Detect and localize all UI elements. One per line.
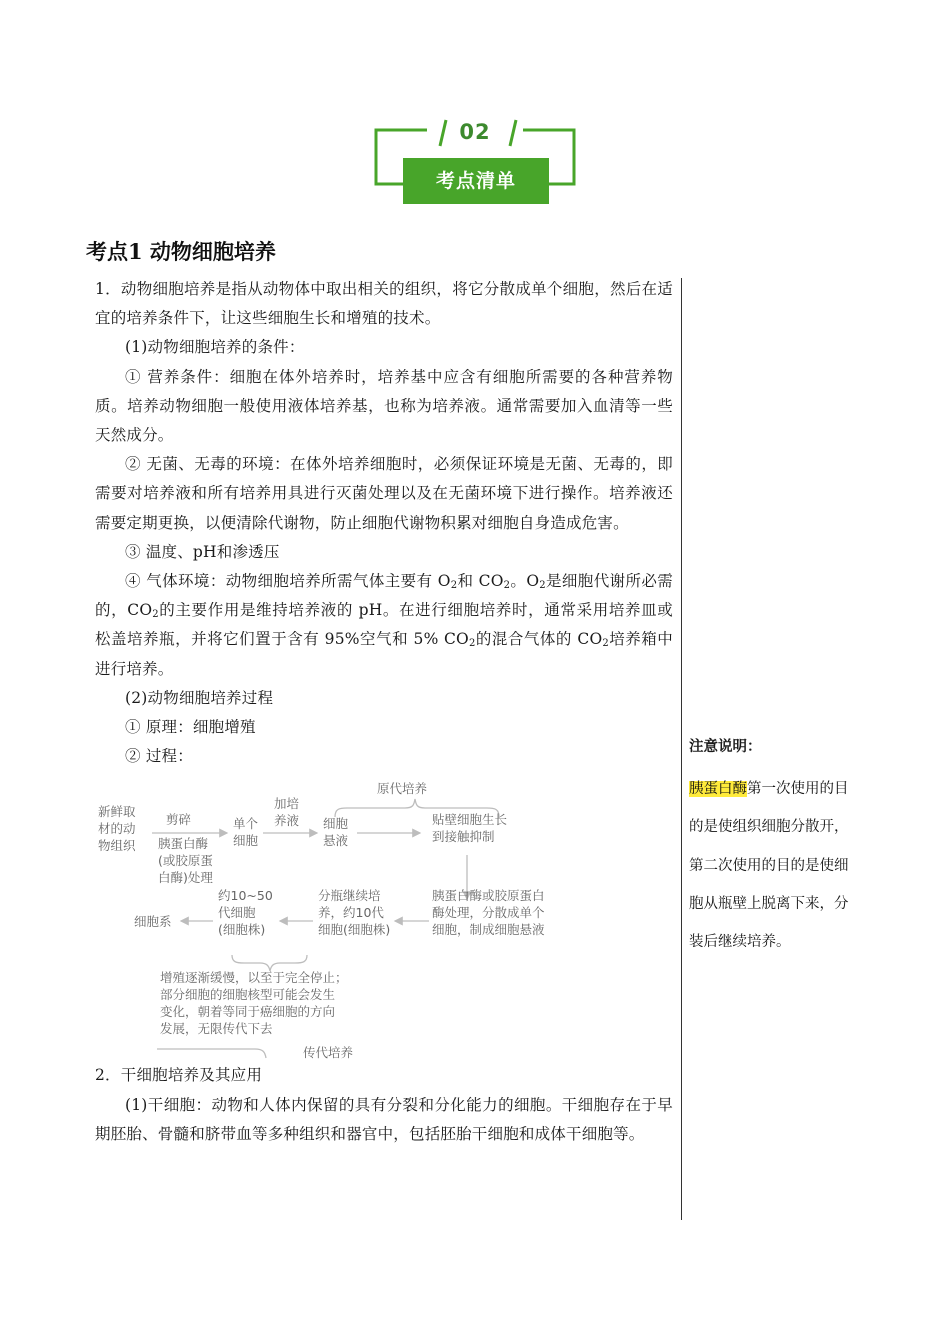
- label-proliferation-note: 增殖逐渐缓慢，以至于完全停止； 部分细胞的细胞核型可能会发生 变化，朝着等同于癌细胞的方向 发展，无限传代下去: [160, 970, 348, 1037]
- paragraph-principle: ① 原理：细胞增殖: [125, 718, 256, 737]
- label-cut: 剪碎: [166, 812, 192, 828]
- label-enzyme-treatment: 胰蛋白酶 (或胶原蛋 白酶)处理: [158, 836, 213, 886]
- paragraph-stem-cell: (1)干细胞：动物和人体内保留的具有分裂和分化能力的细胞。干细胞存在于早期胚胎、骨髓和脐带血等多种组织和器官中，包括胚胎干细胞和成体干细胞等。: [95, 1095, 673, 1143]
- label-cell-line: 细胞系: [134, 914, 172, 930]
- paragraph-nutrition: ① 营养条件：细胞在体外培养时，培养基中应含有细胞所需要的各种营养物质。培养动物细胞一般使用液体培养基，也称为培养液。通常需要加入血清等一些天然成分。: [95, 367, 673, 445]
- label-single-cell: 单个 细胞: [233, 816, 259, 849]
- note-text: 第一次使用的目的是使组织细胞分散开，第二次使用的目的是使细胞从瓶壁上脱离下来，分装后继续培养。: [689, 781, 849, 951]
- paragraph-sterile: ② 无菌、无毒的环境：在体外培养细胞时，必须保证环境是无菌、无毒的，即需要对培养液和所有培养用具进行灭菌处理以及在无菌环境下进行操作。培养液还需要定期更换，以便清除代谢物，防止细胞代谢物积累对细胞自身造成危害。: [95, 455, 673, 532]
- culture-flow-diagram: [95, 771, 673, 1061]
- label-add-medium: 加培 养液: [274, 796, 300, 829]
- note-body: [689, 770, 849, 961]
- main-text-column: [95, 275, 673, 1149]
- label-enzyme-disperse: 胰蛋白酶或胶原蛋白 酶处理，分散成单个 细胞，制成细胞悬液: [432, 888, 545, 938]
- note-highlight: 胰蛋白酶: [689, 781, 747, 797]
- paragraph-conditions-heading: (1)动物细胞培养的条件：: [125, 338, 305, 357]
- paragraph-process: ② 过程：: [125, 747, 193, 766]
- badge-number: 02: [459, 120, 491, 144]
- column-divider: [681, 278, 682, 1220]
- label-primary-culture: 原代培养: [377, 781, 428, 797]
- label-fresh-tissue: 新鲜取 材的动 物组织: [98, 804, 136, 854]
- label-subculture: 传代培养: [303, 1045, 354, 1061]
- section-heading: 考点1 动物细胞培养: [86, 239, 276, 264]
- paragraph-process-heading: (2)动物细胞培养过程: [125, 688, 274, 707]
- label-cell-suspension: 细胞 悬液: [323, 816, 349, 849]
- note-title: 注意说明：: [689, 739, 762, 755]
- paragraph-gas: ④ 气体环境：动物细胞培养所需气体主要有 $O_2$和 $CO_2$。$O_2$是细胞代谢所必需的，$CO_2$的主要作用是维持培养液的 pH。在进行细胞培养时，通常采用培养皿或松盖培养瓶，并将它们置于含有 95%空气和 5% $CO_2$的混合气体的 $CO_2$培养箱中进行培养。: [95, 572, 674, 678]
- badge-title: 考点清单: [403, 158, 549, 204]
- section-badge: [370, 118, 580, 210]
- side-note: [689, 734, 849, 961]
- label-passage: 分瓶继续培 养，约10代 细胞(细胞株): [318, 888, 391, 938]
- label-generations: 约10~50 代细胞 (细胞株): [218, 888, 273, 938]
- paragraph-definition: 1．动物细胞培养是指从动物体中取出相关的组织，将它分散成单个细胞，然后在适宜的培养条件下，让这些细胞生长和增殖的技术。: [95, 280, 673, 328]
- label-contact-inhibition: 贴壁细胞生长 到接触抑制: [432, 812, 508, 845]
- paragraph-stem-cell-heading: 2．干细胞培养及其应用: [95, 1066, 263, 1085]
- paragraph-temperature: ③ 温度、pH和渗透压: [125, 542, 280, 561]
